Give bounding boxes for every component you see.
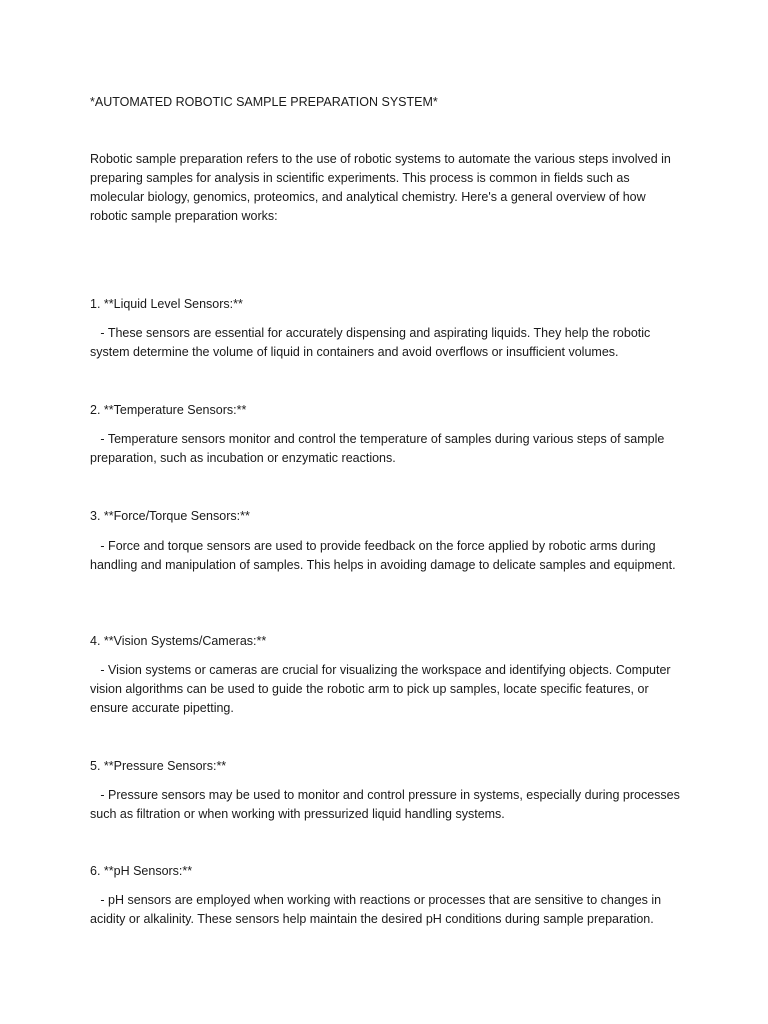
section-body-force-torque-sensors: - Force and torque sensors are used to provide feedback on the force applied by robotic arms during handling and manipulation of samples. This helps in avoiding damage to delicate samples and equipment. — [90, 539, 676, 572]
section-heading-pressure-sensors: 5. **Pressure Sensors:** — [90, 759, 227, 773]
section-heading-temperature-sensors: 2. **Temperature Sensors:** — [90, 403, 247, 417]
section-heading-ph-sensors: 6. **pH Sensors:** — [90, 864, 193, 878]
section-heading-liquid-level-sensors: 1. **Liquid Level Sensors:** — [90, 297, 243, 311]
section-body-ph-sensors: - pH sensors are employed when working with reactions or processes that are sensitive to changes in acidity or alkalinity. These sensors help maintain the desired pH conditions during sample preparation. — [90, 893, 665, 926]
section-body-vision-systems: - Vision systems or cameras are crucial for visualizing the workspace and identifying objects. Computer vision algorithms can be used to guide the robotic arm to pick up samples, locate specific features, or ensure accurate pipetting. — [90, 663, 675, 715]
section-heading-vision-systems: 4. **Vision Systems/Cameras:** — [90, 634, 267, 648]
section-heading-force-torque-sensors: 3. **Force/Torque Sensors:** — [90, 509, 250, 523]
intro-paragraph: Robotic sample preparation refers to the use of robotic systems to automate the various steps involved in preparing samples for analysis in scientific experiments. This process is common in fields such as molecular biology, genomics, proteomics, and analytical chemistry. Here's a general overview of how robotic sample preparation works: — [90, 152, 671, 223]
section-body-liquid-level-sensors: - These sensors are essential for accurately dispensing and aspirating liquids. They help the robotic system determine the volume of liquid in containers and avoid overflows or insufficient volumes. — [90, 326, 654, 359]
section-body-temperature-sensors: - Temperature sensors monitor and control the temperature of samples during various steps of sample preparation, such as incubation or enzymatic reactions. — [90, 432, 668, 465]
section-body-pressure-sensors: - Pressure sensors may be used to monitor and control pressure in systems, especially during processes such as filtration or when working with pressurized liquid handling systems. — [90, 788, 684, 821]
document-title: *AUTOMATED ROBOTIC SAMPLE PREPARATION SYSTEM* — [90, 95, 438, 109]
